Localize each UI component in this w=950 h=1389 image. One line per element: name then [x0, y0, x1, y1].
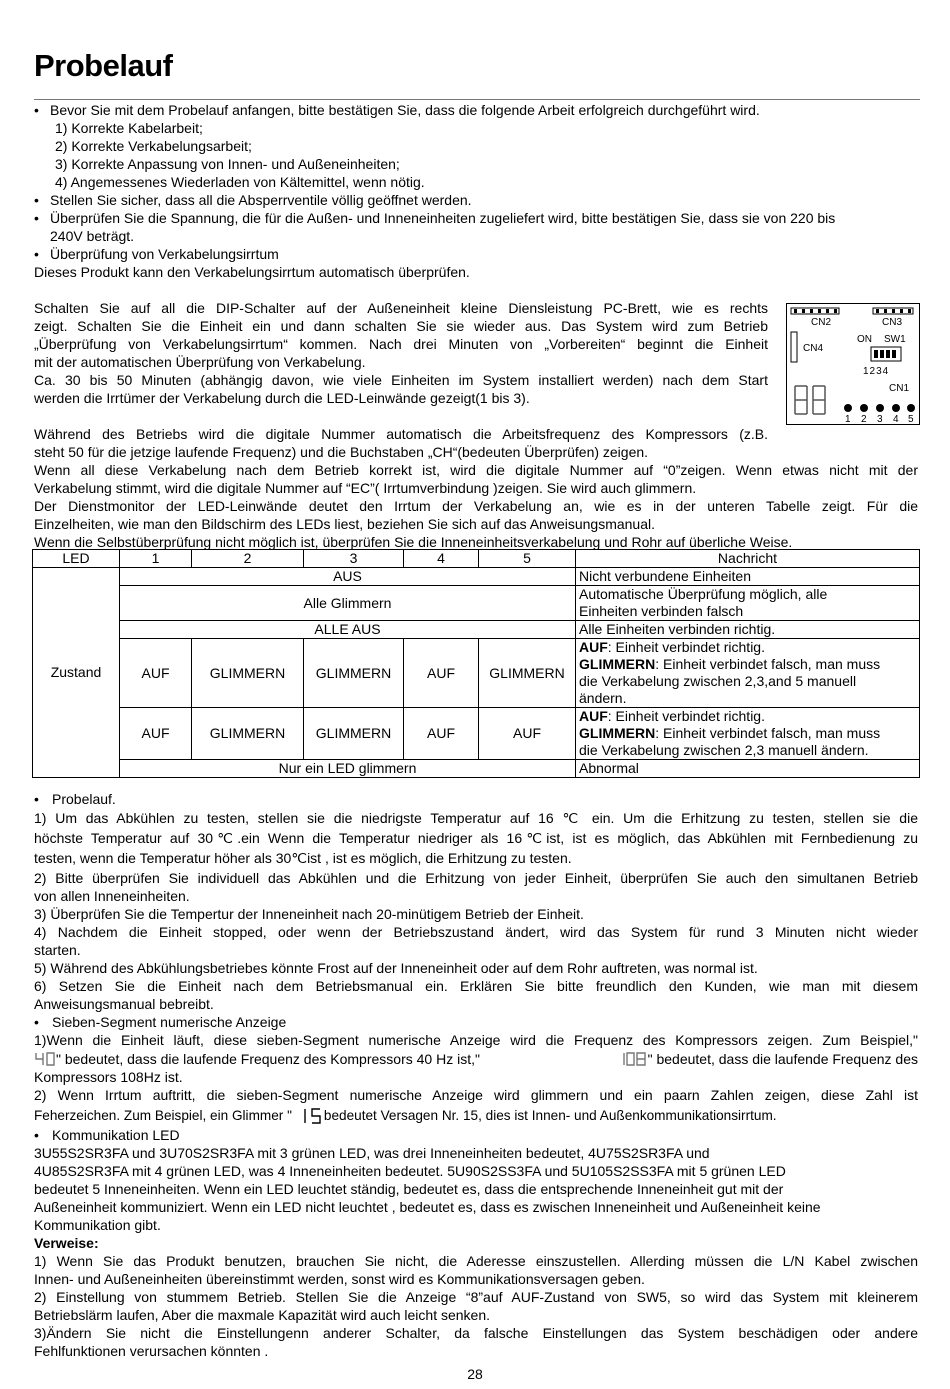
page-title: Probelauf [34, 48, 173, 83]
intro-bullet-1: Bevor Sie mit dem Probelauf anfangen, bitte bestätigen Sie, dass die folgende Arbeit erfolgreich durchgeführt wird. [50, 102, 760, 118]
table-cell: Nicht verbundene Einheiten [576, 568, 920, 586]
segment-text: " bedeutet, dass die laufende Frequenz des [647, 1051, 918, 1067]
komm-line: 4U85S2SR3FA mit 4 grünen LED, was 4 Inneneinheiten bedeutet. 5U90S2SS3FA und 5U105S2SS3FA mit 5 grünen LED [34, 1163, 786, 1179]
on-label: ON [857, 334, 872, 345]
intro-bullet-3b: 240V beträgt. [50, 228, 135, 244]
table-cell: AUF [404, 708, 479, 760]
probelauf-line: von allen Inneneinheiten. [34, 888, 190, 904]
probelauf-line: 4) Nachdem die Einheit stopped, oder wenn der Betriebszustand ändert, wird das System für rund 3 Minuten nicht wieder [34, 924, 918, 940]
verweise-line: 2) Einstellung von stummem Betrieb. Stellen Sie die Anzeige “8”auf AUF-Zustand von SW5, so wird das System mit kleinerem [34, 1289, 918, 1305]
table-row [33, 708, 920, 760]
verweise-line: 1) Wenn Sie das Produkt benutzen, brauchen Sie nicht, die Aderesse einszustellen. Allerding müssen die L/N Kabel zwischen [34, 1253, 918, 1269]
table-row [33, 760, 920, 778]
table-cell: Abnormal [576, 760, 920, 778]
table-cell: GLIMMERN [479, 639, 576, 708]
led-status-table [32, 549, 920, 778]
check-item: 2) Korrekte Verkabelungsarbeit; [55, 138, 252, 154]
table-header: 4 [404, 550, 479, 568]
seven-segment-15-icon [302, 1107, 324, 1125]
intro-bullet-4: Überprüfung von Verkabelungsirrtum [50, 246, 279, 262]
operation-line: Wenn all diese Verkabelung nach dem Betrieb korrekt ist, wird die digitale Nummer auf “0”zeigen. Wenn etwas nicht mit der [34, 462, 918, 478]
operation-line: Einzelheiten, wie man den Bildschirm des LEDs liest, beziehen Sie sich auf das Anweisungsmanual. [34, 516, 656, 532]
bullet-dot: • [34, 791, 39, 807]
dip-line: Schalten Sie auf all die DIP-Schalter auf der Außeneinheit kleine Diensleistung PC-Brett, wie es rechts [34, 300, 768, 316]
table-cell: Alle Einheiten verbinden richtig. [576, 621, 920, 639]
table-cell: AUS [120, 568, 576, 586]
segment-text: bedeutet Versagen Nr. 15, dies ist Innen- und Außenkommunikationsirrtum. [323, 1108, 777, 1123]
msg-text: ändern. [579, 690, 627, 706]
table-cell: AUF [120, 708, 192, 760]
segment-line: 1)Wenn die Einheit läuft, diese sieben-Segment numerische Anzeige wird die Frequenz des Kompressors zeigen. Zum Beispiel," [34, 1032, 918, 1048]
verweise-line: Innen- und Außeneinheiten übereinstimmt werden, sonst wird es Kommunikationsversagen geben. [34, 1271, 645, 1287]
table-cell: GLIMMERN [192, 708, 304, 760]
komm-line: bedeutet 5 Inneneinheiten. Wenn ein LED leuchtet ständig, bedeutet es, dass die entsprechende Inneneinheit gut mit der [34, 1181, 784, 1197]
led-number: 2 [861, 414, 867, 425]
msg-bold: GLIMMERN [579, 656, 656, 672]
switch-numbers: 1234 [863, 366, 890, 377]
probelauf-line: 5) Während des Abkühlungsbetriebes könnte Frost auf der Inneneinheit oder auf dem Rohr auftreten, was normal ist. [34, 960, 758, 976]
table-row [33, 639, 920, 708]
table-cell: Nur ein LED glimmern [120, 760, 576, 778]
check-item: 1) Korrekte Kabelarbeit; [55, 120, 203, 136]
verweise-heading: Verweise: [34, 1235, 99, 1251]
table-cell: AUF [479, 708, 576, 760]
probelauf-line: 6) Setzen Sie die Einheit nach dem Betriebsmanual ein. Erklären Sie bitte freundlich den Kunden, wie man mit diesem [34, 978, 918, 994]
state-label: Zustand [33, 568, 120, 778]
led-number: 3 [877, 414, 883, 425]
table-header-row [33, 550, 920, 568]
table-row [33, 586, 920, 621]
msg-bold: AUF [579, 639, 608, 655]
komm-line: Außeneinheit kommuniziert. Wenn ein LED nicht leuchtet , bedeutet es, dass es zwischen Inneneinheit und Außeneinheit keine [34, 1199, 821, 1215]
bullet-dot: • [34, 192, 39, 208]
msg-text: : Einheit verbindet falsch, man muss [655, 656, 881, 672]
msg-bold: AUF [579, 708, 608, 724]
title-divider [34, 99, 920, 100]
probelauf-bullet: Probelauf. [52, 791, 116, 807]
product-check-text: Dieses Produkt kann den Verkabelungsirrtum automatisch überprüfen. [34, 264, 470, 280]
msg-text: : Einheit verbindet falsch, man muss [655, 725, 881, 741]
probelauf-line: 1) Um das Abkühlen zu testen, stellen sie die niedrigste Temperatur auf 16 ℃ ein. Um die Erhitzung zu testen, stellen sie die [34, 810, 918, 826]
table-cell: GLIMMERN [304, 708, 404, 760]
cn1-label: CN1 [889, 383, 910, 394]
probelauf-line: Anweisungsmanual bebreibt. [34, 996, 214, 1012]
pcb-diagram [786, 303, 920, 425]
segment-line: 2) Wenn Irrtum auftritt, die sieben-Segment numerische Anzeige wird glimmern und ein paarn Zahlen zeigen, diese Zahl ist [34, 1087, 918, 1103]
page-number: 28 [467, 1366, 483, 1382]
table-cell: AUF [120, 639, 192, 708]
dip-line: „Überprüfung von Verkabelungsirrtum“ kommen. Nach drei Minuten von „Vorbereiten“ beginnt die Einheit [34, 336, 768, 352]
segment-line: Kompressors 108Hz ist. [34, 1069, 183, 1085]
dip-line: werden die Irrtümer der Verkabelung durch die LED-Leinwände gezeigt(1 bis 3). [34, 390, 530, 406]
table-cell [576, 708, 920, 760]
msg-text: die Verkabelung zwischen 2,3 manuell ändern. [579, 742, 869, 758]
check-item: 4) Angemessenes Wiederladen von Kältemittel, wenn nötig. [55, 174, 425, 190]
dip-line: mit der automatischen Überprüfung von Verkabelung. [34, 354, 366, 370]
led-number: 1 [845, 414, 851, 425]
bullet-dot: • [34, 1127, 39, 1143]
segment-text: " bedeutet, dass die laufende Frequenz des Kompressors 40 Hz ist," [56, 1051, 480, 1067]
cn4-label: CN4 [803, 343, 824, 354]
operation-line: steht 50 für die jetzige laufende Frequenz) und die Buchstaben „CH“(bedeuten Überprüfen) zeigen. [34, 444, 649, 460]
probelauf-line: höchste Temperatur auf 30℃.ein Wenn die Temperatur niedriger als 16℃ist, ist es möglich, das Abkühlen mit Fernbedienung zu [34, 830, 918, 846]
operation-line: Wenn die Selbstüberprüfung nicht möglich ist, überprüfen Sie die Inneneinheitsverkabelung und Rohr auf überliche Weise. [34, 534, 793, 550]
bullet-dot: • [34, 1014, 39, 1030]
table-header: 2 [192, 550, 304, 568]
table-header: 3 [304, 550, 404, 568]
verweise-line: 3)Ändern Sie nicht die Einstellungenn anderer Schalter, da falsche Einstellungen das System beschädigen oder andere [34, 1325, 918, 1341]
probelauf-line: 3) Überprüfen Sie die Tempertur der Inneneinheit nach 20-minütigem Betrieb der Einheit. [34, 906, 584, 922]
table-cell: AUF [404, 639, 479, 708]
komm-bullet: Kommunikation LED [52, 1127, 180, 1143]
table-header: Nachricht [576, 550, 920, 568]
sw1-label: SW1 [884, 334, 906, 345]
verweise-line: Betriebslärm laufen, Aber die maxmale Kapazität wird auch leicht senken. [34, 1307, 491, 1323]
cn3-label: CN3 [882, 317, 903, 328]
bullet-dot: • [34, 246, 39, 262]
dip-line: Ca. 30 bis 50 Minuten (abhängig davon, wie viele Einheiten im System installiert werden) nach dem Start [34, 372, 768, 388]
msg-text: die Verkabelung zwischen 2,3,and 5 manuell [579, 673, 857, 689]
seven-segment-40-icon [34, 1051, 56, 1067]
msg-bold: GLIMMERN [579, 725, 656, 741]
check-item: 3) Korrekte Anpassung von Innen- und Außeneinheiten; [55, 156, 400, 172]
msg-line: Automatische Überprüfung möglich, alle [579, 586, 828, 602]
led-number: 4 [893, 414, 899, 425]
komm-line: Kommunikation gibt. [34, 1217, 161, 1233]
operation-line: Der Dienstmonitor der LED-Leinwände deutet den Irrtum der Verkabelung an, wie es in der unteren Tabelle zeigt. Für die [34, 498, 918, 514]
table-header: 5 [479, 550, 576, 568]
komm-line: 3U55S2SR3FA und 3U70S2SR3FA mit 3 grünen LED, was drei Inneneinheiten bedeutet, 4U75S2SR3FA und [34, 1145, 710, 1161]
cn2-label: CN2 [811, 317, 832, 328]
table-cell: GLIMMERN [304, 639, 404, 708]
table-cell: ALLE AUS [120, 621, 576, 639]
probelauf-line: starten. [34, 942, 81, 958]
msg-text: : Einheit verbindet richtig. [607, 708, 765, 724]
msg-line: Einheiten verbinden falsch [579, 603, 744, 619]
table-header: 1 [120, 550, 192, 568]
verweise-line: Fehlfunktionen verursachen könnten . [34, 1343, 269, 1359]
bullet-dot: • [34, 102, 39, 118]
table-row [33, 568, 920, 586]
msg-text: : Einheit verbindet richtig. [607, 639, 765, 655]
segment-example-line [34, 1107, 918, 1125]
led-number: 5 [908, 414, 914, 425]
intro-bullet-2: Stellen Sie sicher, dass all die Absperrventile völlig geöffnet werden. [50, 192, 472, 208]
segment-bullet: Sieben-Segment numerische Anzeige [52, 1014, 287, 1030]
table-cell [576, 639, 920, 708]
segment-example-line [34, 1050, 918, 1068]
bullet-dot: • [34, 210, 39, 226]
table-cell: Alle Glimmern [120, 586, 576, 621]
probelauf-line: testen, wenn die Temperatur höher als 30℃ist , ist es möglich, die Erhitzung zu testen. [34, 850, 572, 866]
dip-line: zeigt. Schalten Sie die Einheit ein und dann schalten Sie sie wieder aus. Das System wird zum Betrieb [34, 318, 768, 334]
operation-line: Während des Betriebs wird die digitale Nummer automatisch die Arbeitsfrequenz des Kompressors (z.B. [34, 426, 768, 442]
table-header: LED [33, 550, 120, 568]
table-cell [576, 586, 920, 621]
intro-bullet-3a: Überprüfen Sie die Spannung, die für die Außen- und Inneneinheiten zugeliefert wird, bitte bestätigen Sie, dass sie von 220 bis [50, 210, 836, 226]
table-cell: GLIMMERN [192, 639, 304, 708]
seven-segment-108-icon [622, 1051, 648, 1067]
segment-text: Feherzeichen. Zum Beispiel, ein Glimmer " [34, 1108, 292, 1123]
probelauf-line: 2) Bitte überprüfen Sie individuell das Abkühlen und die Erhitzung von jeder Einheit, überprüfen Sie auch den simultanen Betrieb [34, 870, 918, 886]
table-row [33, 621, 920, 639]
operation-line: Verkabelung stimmt, wird die digitale Nummer auf “EC”( Irrtumverbindung )zeigen. Sie wird auch glimmern. [34, 480, 697, 496]
